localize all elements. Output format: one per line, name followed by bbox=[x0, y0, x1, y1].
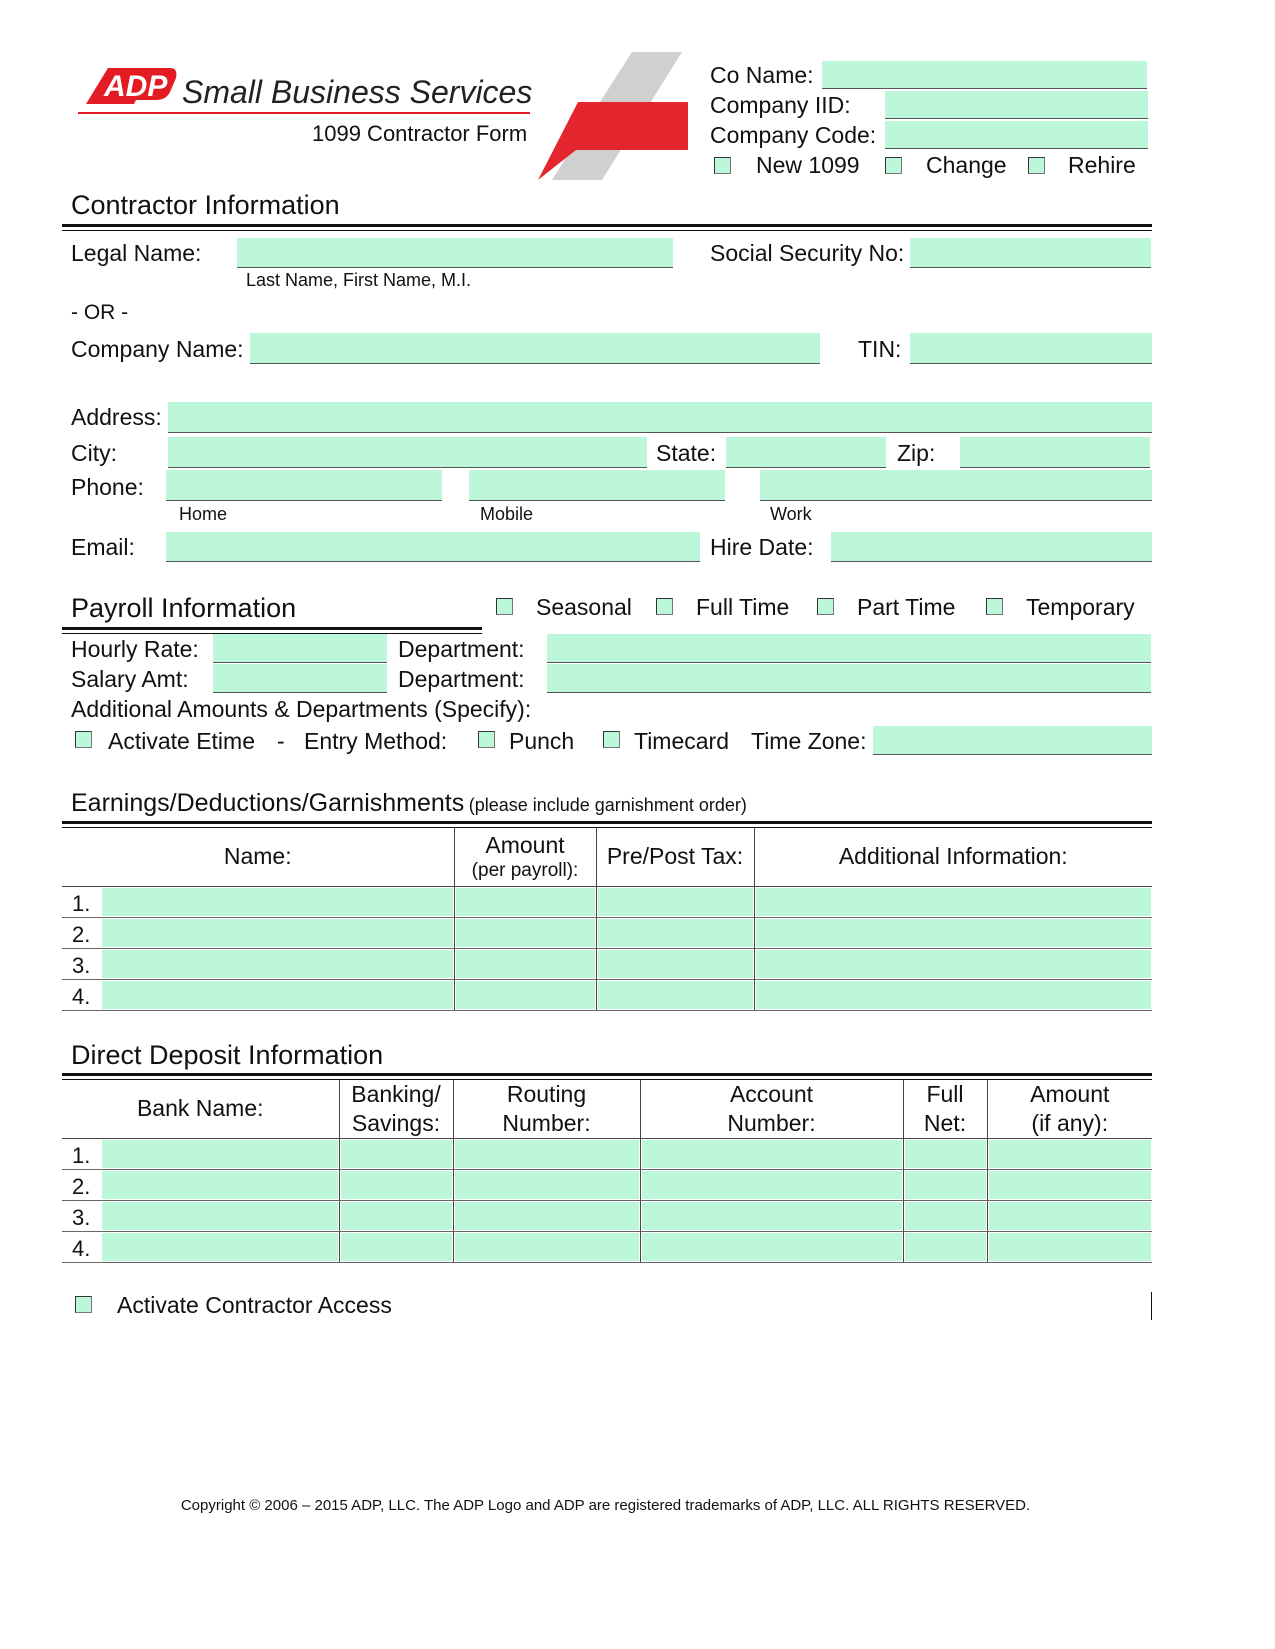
deposit-col-routing bbox=[453, 1080, 640, 1138]
temporary-label: Temporary bbox=[1026, 594, 1135, 620]
deposit-full-cell[interactable] bbox=[903, 1231, 987, 1262]
row-number: 3. bbox=[72, 952, 91, 978]
ssn-field[interactable] bbox=[910, 238, 1151, 268]
deposit-col-type-1: Banking/ bbox=[351, 1081, 441, 1107]
deposit-bank-cell[interactable] bbox=[62, 1200, 339, 1231]
earnings-info-cell[interactable] bbox=[754, 886, 1152, 917]
rehire-label: Rehire bbox=[1068, 152, 1136, 178]
deposit-col-type-2: Savings: bbox=[351, 1109, 441, 1136]
row-number: 1. bbox=[72, 1142, 91, 1168]
row-number: 4. bbox=[72, 1235, 91, 1261]
deposit-rule bbox=[62, 1073, 1152, 1076]
earnings-col-amount bbox=[454, 828, 596, 886]
payroll-section-title: Payroll Information bbox=[71, 593, 297, 623]
zip-field[interactable] bbox=[960, 437, 1150, 468]
timecard-label: Timecard bbox=[634, 728, 729, 754]
deposit-table bbox=[62, 1080, 1152, 1263]
salary-amt-field[interactable] bbox=[213, 664, 387, 693]
earnings-info-cell[interactable] bbox=[754, 917, 1152, 948]
earnings-tax-cell[interactable] bbox=[596, 886, 754, 917]
table-row bbox=[62, 1169, 1152, 1200]
phone-mobile-hint: Mobile bbox=[480, 504, 534, 524]
seasonal-label: Seasonal bbox=[536, 594, 632, 620]
additional-amounts-label: Additional Amounts & Departments (Specify): bbox=[71, 696, 532, 722]
earnings-table bbox=[62, 828, 1152, 1011]
deposit-col-full-2: Net: bbox=[923, 1109, 967, 1136]
department-2-field[interactable] bbox=[547, 664, 1151, 693]
department-2-label: Department: bbox=[398, 666, 525, 692]
brand-underline bbox=[78, 112, 530, 114]
legal-name-hint: Last Name, First Name, M.I. bbox=[246, 270, 472, 290]
footer-copyright: Copyright © 2006 – 2015 ADP, LLC. The ADP Logo and ADP are registered trademarks of ADP, LLC. ALL RIGHTS RESERVED. bbox=[180, 1497, 1031, 1514]
co-name-field[interactable] bbox=[822, 61, 1147, 89]
new-1099-checkbox[interactable] bbox=[714, 157, 731, 174]
activate-etime-checkbox[interactable] bbox=[75, 731, 92, 748]
row-number: 2. bbox=[72, 921, 91, 947]
table-row bbox=[62, 917, 1152, 948]
deposit-col-amount-2: (if any): bbox=[1031, 1109, 1109, 1136]
table-row bbox=[62, 979, 1152, 1010]
earnings-amount-cell[interactable] bbox=[454, 948, 596, 979]
email-label: Email: bbox=[71, 534, 135, 560]
company-name-label: Company Name: bbox=[71, 336, 244, 362]
dash-separator: - bbox=[277, 728, 285, 754]
state-field[interactable] bbox=[726, 437, 886, 468]
earnings-col-amount-sub: (per payroll): bbox=[471, 860, 579, 882]
table-row bbox=[62, 1138, 1152, 1169]
rehire-checkbox[interactable] bbox=[1028, 157, 1045, 174]
deposit-col-type bbox=[339, 1080, 453, 1138]
svg-text:ADP: ADP bbox=[104, 70, 168, 103]
company-iid-field[interactable] bbox=[885, 91, 1148, 119]
contractor-access-checkbox[interactable] bbox=[75, 1296, 92, 1313]
adp-logo bbox=[78, 62, 178, 112]
deposit-bank-cell[interactable] bbox=[62, 1138, 339, 1169]
deposit-type-cell[interactable] bbox=[339, 1200, 453, 1231]
earnings-col-name: Name: bbox=[62, 828, 454, 886]
timecard-checkbox[interactable] bbox=[603, 731, 620, 748]
deposit-type-cell[interactable] bbox=[339, 1231, 453, 1262]
tin-field[interactable] bbox=[910, 333, 1152, 364]
header-graphic bbox=[538, 50, 690, 182]
table-row bbox=[62, 1231, 1152, 1262]
earnings-amount-cell[interactable] bbox=[454, 886, 596, 917]
part-time-checkbox[interactable] bbox=[817, 598, 834, 615]
full-time-label: Full Time bbox=[696, 594, 790, 620]
hourly-rate-field[interactable] bbox=[213, 634, 387, 663]
earnings-title-text: Earnings/Deductions/Garnishments bbox=[71, 789, 465, 817]
form-title: 1099 Contractor Form bbox=[312, 121, 528, 146]
earnings-tax-cell[interactable] bbox=[596, 917, 754, 948]
seasonal-checkbox[interactable] bbox=[496, 598, 513, 615]
contractor-rule-thin bbox=[62, 230, 1152, 231]
deposit-amount-cell[interactable] bbox=[987, 1138, 1152, 1169]
contractor-section-title: Contractor Information bbox=[71, 190, 340, 220]
city-label: City: bbox=[71, 440, 117, 466]
hire-date-field[interactable] bbox=[831, 532, 1152, 562]
deposit-account-cell[interactable] bbox=[640, 1200, 903, 1231]
time-zone-field[interactable] bbox=[873, 726, 1152, 755]
earnings-info-cell[interactable] bbox=[754, 979, 1152, 1010]
company-code-field[interactable] bbox=[885, 121, 1148, 149]
table-row bbox=[62, 1200, 1152, 1231]
zip-label: Zip: bbox=[897, 440, 936, 466]
deposit-routing-cell[interactable] bbox=[453, 1138, 640, 1169]
row-number: 2. bbox=[72, 1173, 91, 1199]
salary-amt-label: Salary Amt: bbox=[71, 666, 189, 692]
full-time-checkbox[interactable] bbox=[656, 598, 673, 615]
change-checkbox[interactable] bbox=[885, 157, 902, 174]
earnings-name-cell[interactable] bbox=[62, 948, 454, 979]
deposit-full-cell[interactable] bbox=[903, 1138, 987, 1169]
earnings-name-cell[interactable] bbox=[62, 979, 454, 1010]
hourly-rate-label: Hourly Rate: bbox=[71, 636, 199, 662]
earnings-col-tax: Pre/Post Tax: bbox=[596, 828, 754, 886]
deposit-col-account bbox=[640, 1080, 903, 1138]
deposit-type-cell[interactable] bbox=[339, 1138, 453, 1169]
deposit-account-cell[interactable] bbox=[640, 1138, 903, 1169]
earnings-col-info: Additional Information: bbox=[754, 828, 1152, 886]
deposit-bank-cell[interactable] bbox=[62, 1231, 339, 1262]
deposit-col-amount bbox=[987, 1080, 1152, 1138]
deposit-col-bank: Bank Name: bbox=[62, 1080, 339, 1138]
deposit-full-cell[interactable] bbox=[903, 1169, 987, 1200]
deposit-amount-cell[interactable] bbox=[987, 1169, 1152, 1200]
deposit-bank-cell[interactable] bbox=[62, 1169, 339, 1200]
department-1-field[interactable] bbox=[547, 634, 1151, 663]
deposit-amount-cell[interactable] bbox=[987, 1231, 1152, 1262]
address-label: Address: bbox=[71, 404, 162, 430]
deposit-col-amount-1: Amount bbox=[1030, 1081, 1110, 1107]
deposit-routing-cell[interactable] bbox=[453, 1169, 640, 1200]
part-time-label: Part Time bbox=[857, 594, 956, 620]
phone-work-hint: Work bbox=[770, 504, 812, 524]
phone-label: Phone: bbox=[71, 474, 144, 500]
earnings-col-amount-text: Amount bbox=[485, 831, 565, 858]
deposit-full-cell[interactable] bbox=[903, 1200, 987, 1231]
row-number: 4. bbox=[72, 983, 91, 1009]
company-iid-label: Company IID: bbox=[710, 92, 851, 118]
ssn-label: Social Security No: bbox=[710, 240, 905, 266]
address-field[interactable] bbox=[168, 402, 1152, 433]
deposit-account-cell[interactable] bbox=[640, 1231, 903, 1262]
activate-etime-label: Activate Etime bbox=[108, 728, 255, 754]
time-zone-label: Time Zone: bbox=[751, 728, 867, 754]
phone-mobile-field[interactable] bbox=[469, 470, 725, 501]
legal-name-field[interactable] bbox=[237, 238, 673, 268]
deposit-col-full bbox=[903, 1080, 987, 1138]
deposit-routing-cell[interactable] bbox=[453, 1231, 640, 1262]
earnings-info-cell[interactable] bbox=[754, 948, 1152, 979]
tin-label: TIN: bbox=[858, 336, 902, 362]
earnings-section-title bbox=[71, 791, 747, 816]
department-1-label: Department: bbox=[398, 636, 525, 662]
company-name-field[interactable] bbox=[250, 333, 820, 364]
deposit-amount-cell[interactable] bbox=[987, 1200, 1152, 1231]
city-field[interactable] bbox=[168, 437, 647, 468]
deposit-routing-cell[interactable] bbox=[453, 1200, 640, 1231]
deposit-col-full-1: Full bbox=[926, 1081, 964, 1107]
earnings-rule bbox=[62, 821, 1152, 824]
punch-label: Punch bbox=[509, 728, 575, 754]
phone-home-field[interactable] bbox=[166, 470, 442, 501]
deposit-type-cell[interactable] bbox=[339, 1169, 453, 1200]
earnings-amount-cell[interactable] bbox=[454, 917, 596, 948]
phone-work-field[interactable] bbox=[760, 470, 1152, 501]
new-1099-label: New 1099 bbox=[756, 152, 860, 178]
deposit-section-title: Direct Deposit Information bbox=[71, 1040, 384, 1070]
email-field[interactable] bbox=[166, 532, 700, 562]
text-cursor-mark bbox=[1151, 1292, 1152, 1320]
earnings-name-cell[interactable] bbox=[62, 917, 454, 948]
co-name-label: Co Name: bbox=[710, 62, 814, 88]
deposit-col-routing-1: Routing bbox=[506, 1081, 587, 1107]
row-number: 3. bbox=[72, 1204, 91, 1230]
temporary-checkbox[interactable] bbox=[986, 598, 1003, 615]
entry-method-label: Entry Method: bbox=[304, 728, 448, 754]
brand-name: Small Business Services bbox=[182, 74, 533, 110]
earnings-note: (please include garnishment order) bbox=[468, 795, 747, 815]
earnings-tax-cell[interactable] bbox=[596, 979, 754, 1010]
phone-home-hint: Home bbox=[179, 504, 228, 524]
earnings-amount-cell[interactable] bbox=[454, 979, 596, 1010]
payroll-rule bbox=[62, 627, 482, 630]
deposit-col-account-2: Number: bbox=[727, 1109, 816, 1136]
contractor-rule bbox=[62, 224, 1152, 227]
hire-date-label: Hire Date: bbox=[710, 534, 814, 560]
table-row bbox=[62, 948, 1152, 979]
contractor-access-label: Activate Contractor Access bbox=[117, 1292, 392, 1318]
table-row bbox=[62, 886, 1152, 917]
deposit-col-routing-2: Number: bbox=[502, 1109, 591, 1136]
earnings-name-cell[interactable] bbox=[62, 886, 454, 917]
or-text: - OR - bbox=[71, 301, 129, 324]
legal-name-label: Legal Name: bbox=[71, 240, 202, 266]
earnings-tax-cell[interactable] bbox=[596, 948, 754, 979]
company-code-label: Company Code: bbox=[710, 122, 877, 148]
state-label: State: bbox=[656, 440, 717, 466]
row-number: 1. bbox=[72, 890, 91, 916]
punch-checkbox[interactable] bbox=[478, 731, 495, 748]
deposit-col-account-1: Account bbox=[729, 1081, 814, 1107]
deposit-account-cell[interactable] bbox=[640, 1169, 903, 1200]
change-label: Change bbox=[926, 152, 1007, 178]
